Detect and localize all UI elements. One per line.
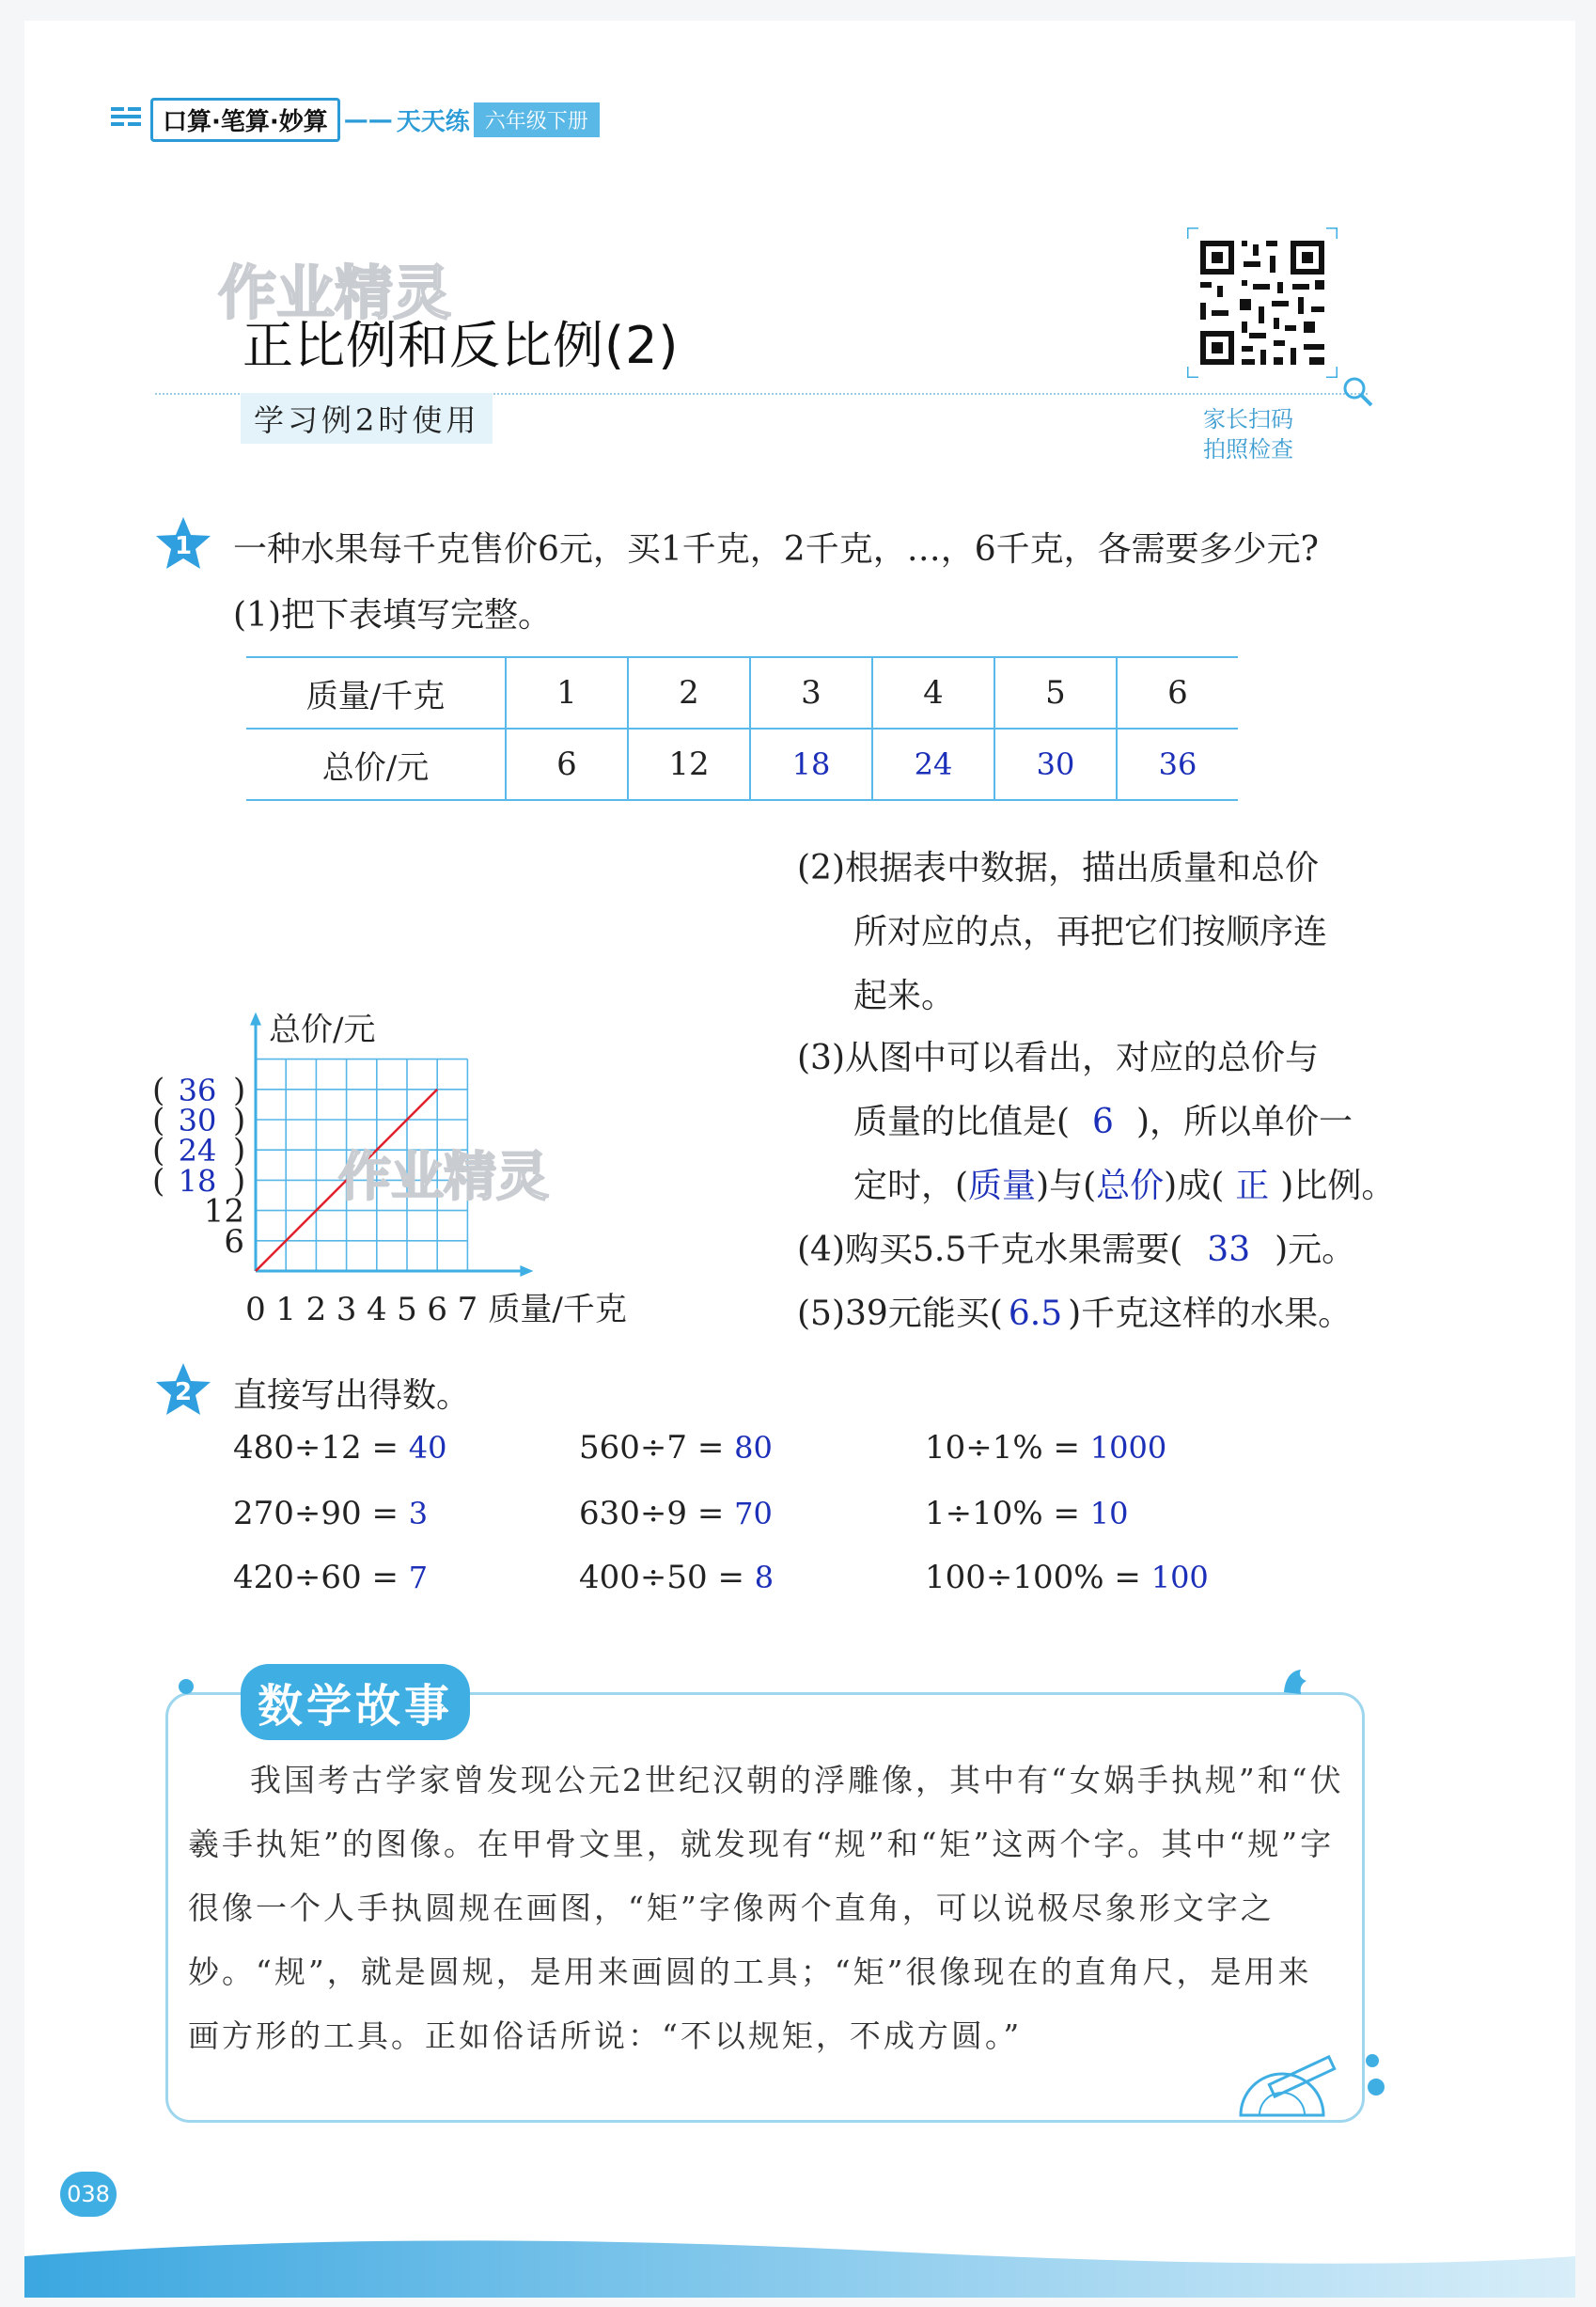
answer-mass[interactable]: 质量 [968,1167,1037,1205]
x-tick-label: 2 [305,1291,327,1328]
bird-icon [1278,1664,1312,1698]
question-1-number: 1 [174,532,193,560]
x-axis-arrow [520,1265,533,1277]
mass-cell: 2 [628,657,750,729]
calc-item [925,1429,1166,1467]
header-book: 天天练 [396,108,470,136]
price-answer-cell[interactable]: 30 [994,729,1117,800]
page-title: 正比例和反比例(2) [243,316,680,375]
answer-ratio[interactable]: 6 [1092,1103,1114,1141]
price-mass-chart [141,827,780,1335]
calc-expression: 10÷1% = [925,1429,1090,1467]
text: (4)购买5.5千克水果需要( [797,1231,1183,1269]
qr-code[interactable] [1187,228,1338,378]
y-tick-answer[interactable]: 18 [178,1163,217,1200]
y-tick-paren-open: ( [152,1071,165,1109]
y-tick-paren-open: ( [152,1132,165,1170]
y-axis-arrow [250,1012,261,1026]
question-2-number: 2 [174,1378,193,1406]
x-tick-label: 1 [275,1291,297,1328]
story-text: 我国考古学家曾发现公元2世纪汉朝的浮雕像，其中有“女娲手执规”和“伏羲手执矩”的图像。在甲骨文里，就发现有“规”和“矩”这两个字。其中“规”字很像一个人手执圆规在画图，“矩”字像两个直角，可以说极尽象形文字之妙。“规”，就是圆规，是用来画圆的工具；“矩”很像现在的直角尺，是用来画方形的工具。正如俗话所说：“不以规矩，不成方圆。” [188,1762,1344,2054]
calc-answer[interactable]: 3 [408,1496,429,1531]
x-tick-labels [245,1291,477,1328]
calc-item [579,1495,773,1532]
q1-part3-line1: (3)从图中可以看出，对应的总价与 [797,1039,1319,1077]
price-cell: 6 [506,729,628,800]
q1-part2 [797,837,1327,1028]
price-header: 总价/元 [321,748,430,787]
x-tick-label: 7 [457,1291,478,1328]
q1-part2-line3: 起来。 [853,977,956,1015]
q1-part3-line3 [797,1154,1395,1218]
q1-part3 [797,1027,1395,1218]
calc-expression: 560÷7 = [579,1429,735,1467]
y-tick-paren-close: ) [233,1102,246,1139]
price-answer-cell[interactable]: 36 [1117,729,1238,800]
mass-header: 质量/千克 [305,677,446,715]
qr-caption-line1: 家长扫码 [1203,406,1293,432]
dot-icon [177,1677,196,1696]
price-answer-cell[interactable]: 24 [872,729,994,800]
q2-prompt: 直接写出得数。 [233,1376,471,1415]
calc-item [233,1495,428,1532]
y-axis-label: 总价/元 [269,1011,376,1049]
question-2-star-icon [154,1361,212,1418]
calc-answer[interactable]: 10 [1089,1496,1129,1531]
header-series: 口算·笔算·妙算 [150,98,340,142]
q1-part2-line2: 所对应的点，再把它们按顺序连 [853,913,1328,951]
text: )元。 [1275,1231,1356,1269]
y-tick-paren-open: ( [152,1162,165,1201]
x-tick-label: 4 [366,1291,387,1328]
q1-part5 [797,1282,1352,1346]
y-tick-paren-close: ) [233,1162,246,1201]
calc-expression: 100÷100% = [925,1559,1151,1596]
magnifier-icon [1342,376,1374,408]
y-tick-answer[interactable]: 30 [178,1103,217,1138]
qr-caption [1203,404,1293,464]
calc-item [579,1429,773,1467]
text: )，所以单价一 [1135,1103,1353,1141]
price-cell: 12 [628,729,750,800]
y-tick-answer[interactable]: 24 [178,1133,217,1169]
y-tick-paren-open: ( [152,1102,165,1139]
x-tick-label: 6 [427,1291,448,1328]
calc-answer[interactable]: 8 [754,1560,775,1595]
x-tick-label: 0 [245,1291,266,1328]
price-row [246,729,1238,800]
y-tick-paren-close: ) [233,1132,246,1170]
q1-part3-line2 [797,1091,1395,1154]
text: 定时，( [853,1167,969,1205]
mass-cell: 5 [994,657,1117,729]
mass-cell: 3 [750,657,872,729]
text: )成( [1164,1167,1225,1205]
y-tick-paren-close: ) [233,1071,246,1109]
price-table [246,656,1238,801]
calc-answer[interactable]: 40 [408,1430,447,1466]
x-axis-label: 质量/千克 [488,1291,627,1328]
footer-wave [24,2219,1575,2298]
q1-part4 [797,1218,1355,1282]
story-tag: 数学故事 [241,1664,470,1740]
qr-caption-line2: 拍照检查 [1203,436,1293,463]
lesson-subtitle: 学习例2时使用 [241,393,493,444]
calc-expression: 1÷10% = [925,1495,1090,1532]
mass-cell: 1 [506,657,628,729]
mass-row [246,657,1238,729]
watermark-top: 作业精灵 [218,259,452,327]
q1-prompt: 一种水果每千克售价6元，买1千克，2千克，…，6千克，各需要多少元? [233,530,1319,569]
calc-answer[interactable]: 80 [734,1430,773,1466]
sparkle-icon [1363,2049,1391,2106]
y-tick-label: 6 [224,1222,244,1261]
y-tick-labels [152,1072,245,1261]
x-tick-label: 5 [397,1291,417,1328]
question-1-star-icon [154,515,212,572]
calc-item [233,1559,428,1596]
mass-cell: 4 [872,657,994,729]
header-grade: 六年级下册 [474,102,600,137]
y-tick-label: 12 [203,1192,244,1231]
calc-answer[interactable]: 70 [734,1496,773,1531]
equals-bars-icon [111,105,141,128]
calc-expression: 270÷90 = [233,1495,409,1532]
text: )与( [1036,1167,1097,1205]
calc-expression: 630÷9 = [579,1495,735,1532]
watermark-chart: 作业精灵 [338,1147,549,1208]
protractor-ruler-icon [1231,2049,1344,2128]
calc-item [579,1559,774,1596]
calc-item [925,1559,1209,1596]
calc-expression: 420÷60 = [233,1559,409,1596]
calc-expression: 400÷50 = [579,1559,755,1596]
q1-part2-line1: (2)根据表中数据，描出质量和总价 [797,849,1319,887]
running-header [150,98,600,142]
price-answer-cell[interactable]: 18 [750,729,872,800]
answer-price[interactable]: 总价 [1096,1167,1165,1205]
mass-cell: 6 [1117,657,1238,729]
page-number: 038 [60,2172,117,2217]
calc-expression: 480÷12 = [233,1429,409,1467]
calc-answer[interactable]: 100 [1150,1560,1209,1595]
calc-item [925,1495,1129,1532]
answer-proportion[interactable]: 正 [1235,1167,1270,1205]
calc-answer[interactable]: 7 [408,1560,429,1595]
y-tick-answer[interactable]: 36 [178,1072,217,1108]
text: (5)39元能买( [797,1295,1003,1333]
q1-part1: (1)把下表填写完整。 [233,596,552,635]
answer-cost[interactable]: 33 [1207,1231,1251,1269]
calc-answer[interactable]: 1000 [1089,1430,1167,1466]
text: )比例。 [1280,1167,1396,1205]
x-tick-label: 3 [336,1291,357,1328]
calc-item [233,1429,446,1467]
answer-weight[interactable]: 6.5 [1008,1295,1063,1333]
header-dash: —— [343,105,393,134]
text: 质量的比值是( [853,1103,1071,1141]
text: )千克这样的水果。 [1068,1295,1353,1333]
